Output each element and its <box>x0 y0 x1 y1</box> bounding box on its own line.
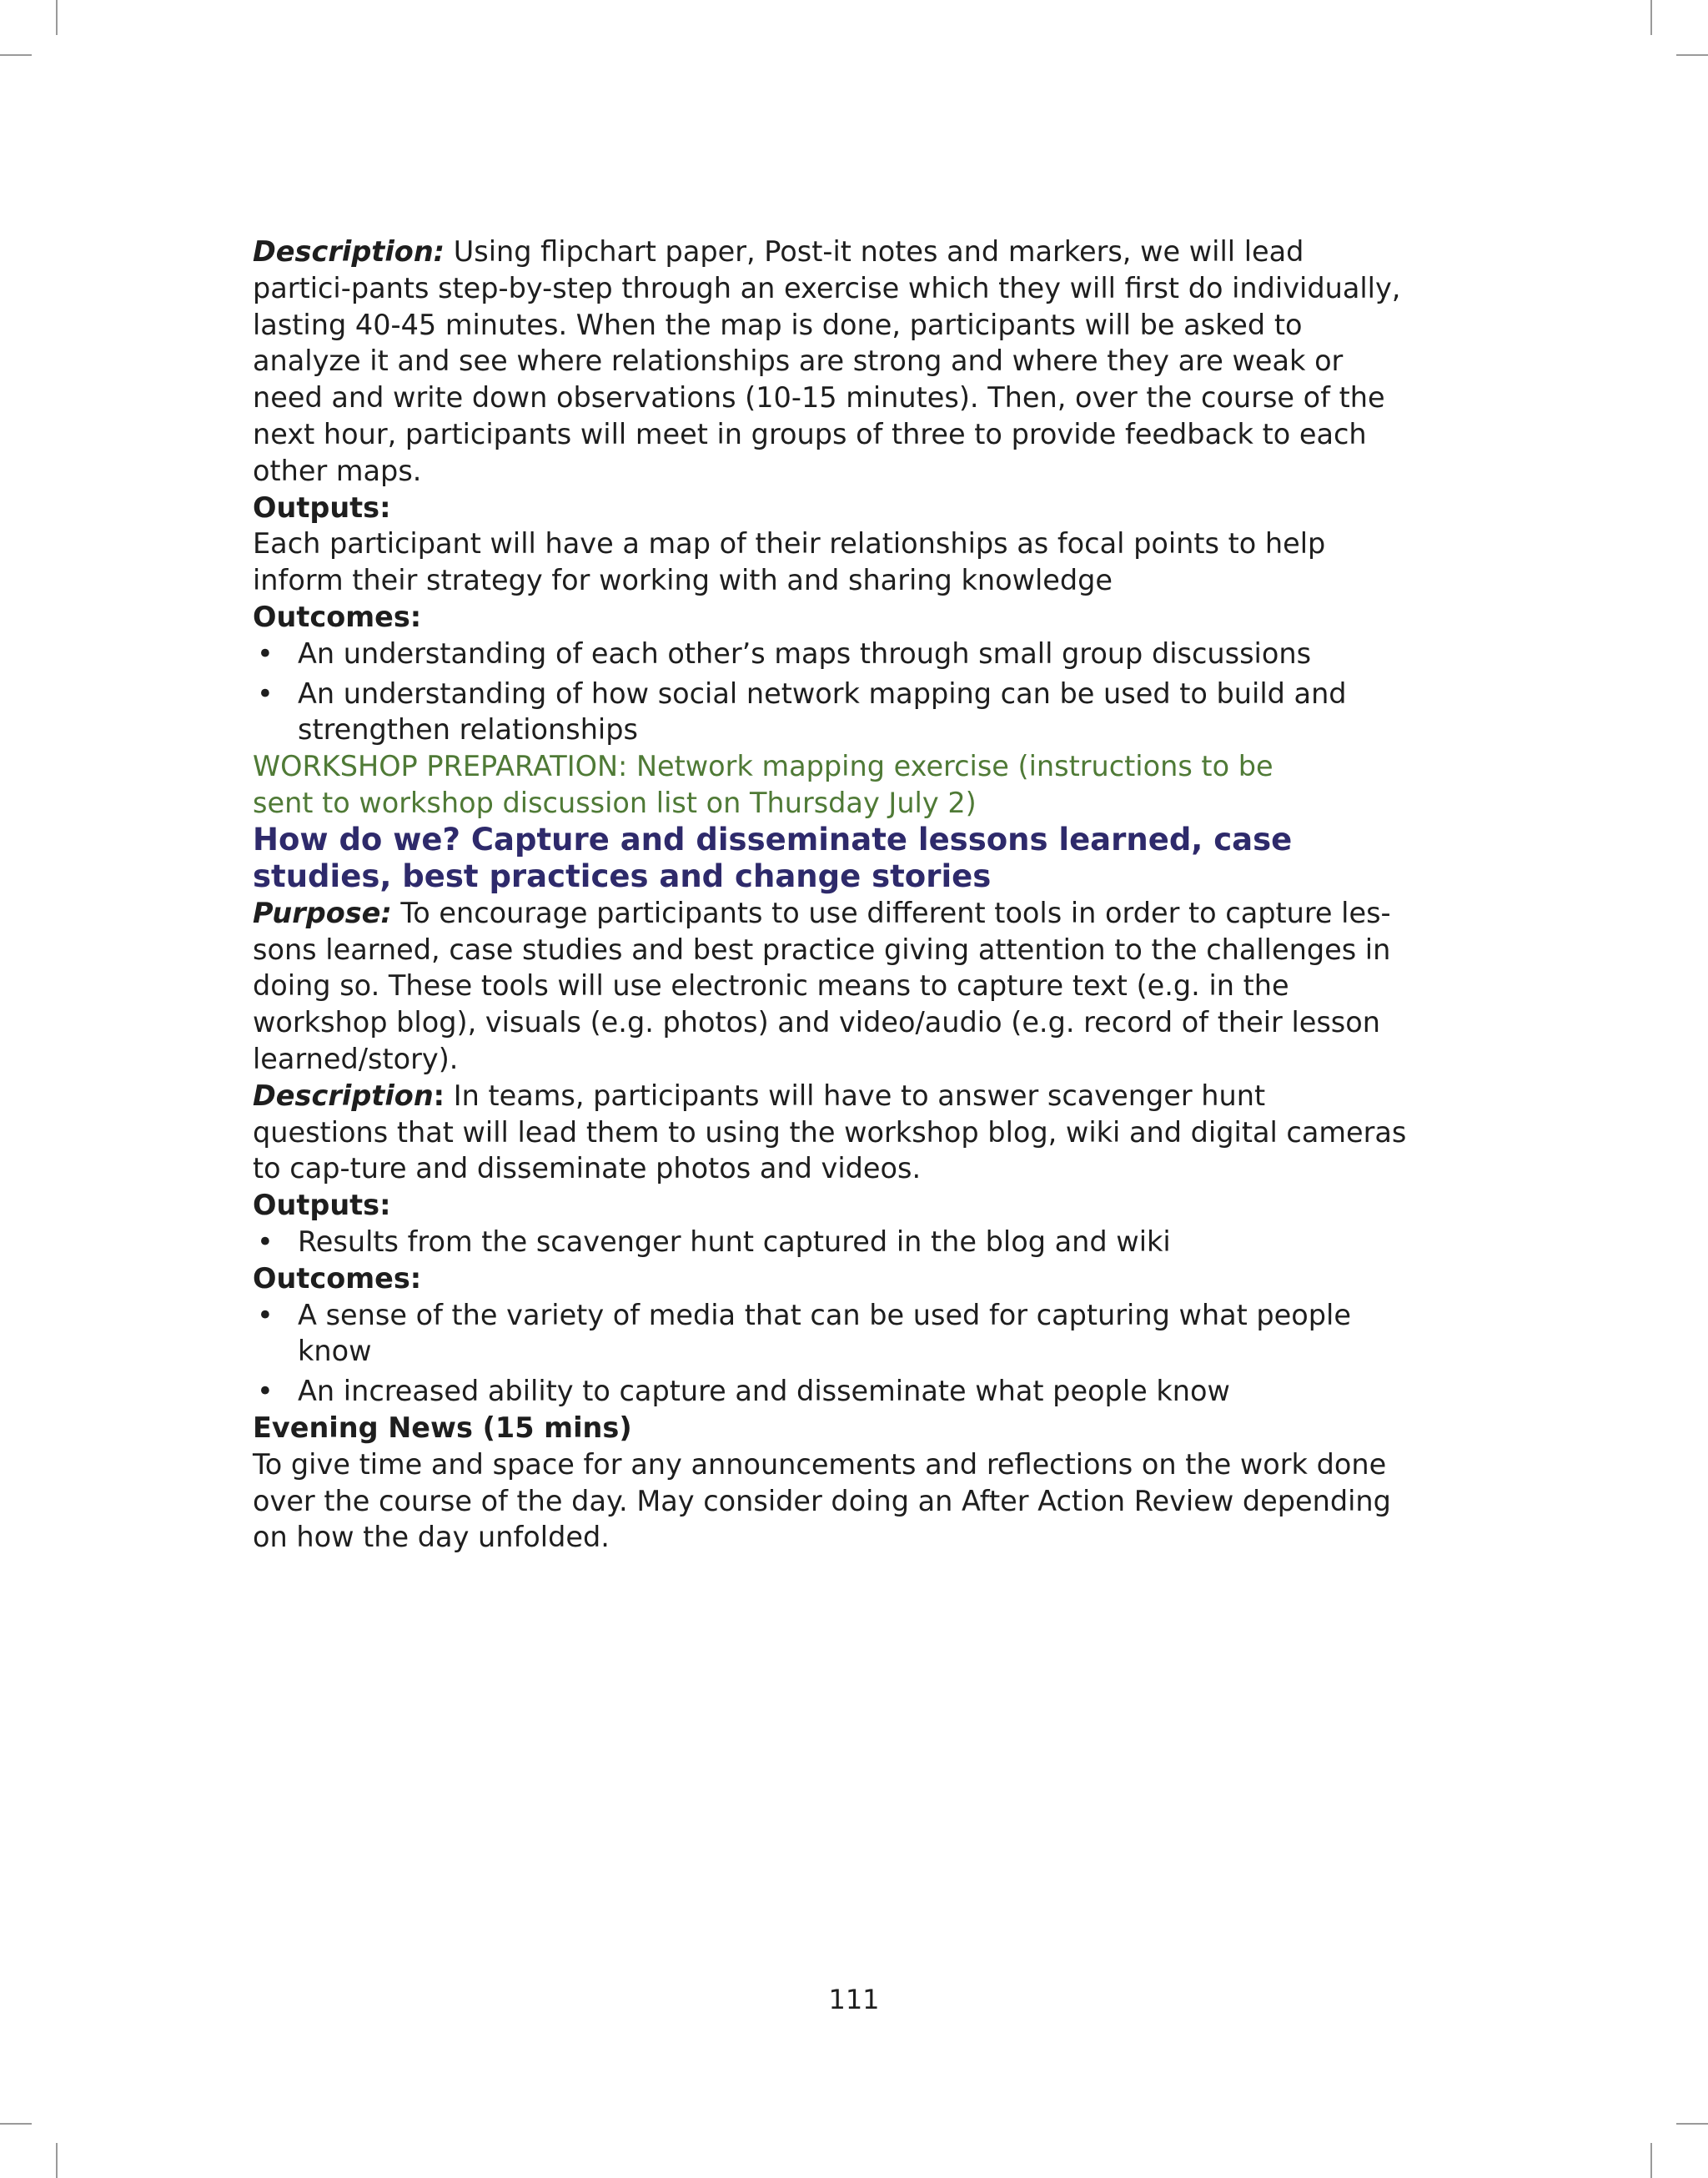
outputs-heading: Outputs: <box>253 490 391 524</box>
list-item-text: An increased ability to capture and disseminate what people know <box>298 1375 1230 1408</box>
list-item <box>253 1297 1408 1371</box>
outcomes-list <box>253 636 1408 748</box>
bullet-icon: • <box>257 677 274 710</box>
outcomes-list <box>253 1297 1408 1410</box>
bullet-icon: • <box>257 636 274 670</box>
crop-mark <box>1650 0 1652 35</box>
crop-mark <box>56 0 58 35</box>
description-label: Description: <box>253 235 445 268</box>
list-item-text: Results from the scavenger hunt captured in the blog and wiki <box>298 1225 1171 1258</box>
outputs-text: Each participant will have a map of their relationships as focal points to help inform their strategy for working with and sharing knowledge <box>253 527 1326 597</box>
description-paragraph <box>253 1078 1408 1187</box>
list-item-text: A sense of the variety of media that can be used for capturing what people know <box>298 1298 1351 1368</box>
bullet-icon: • <box>257 1225 274 1258</box>
outcomes-heading: Outcomes: <box>253 1261 422 1295</box>
list-item-text: An understanding of how social network mapping can be used to build and strengthen relationships <box>298 677 1347 747</box>
crop-mark <box>0 2123 32 2125</box>
evening-news-text: To give time and space for any announcements and reflections on the work done over the course of the day. May consider doing an After Action Review depending on how the day unfolded. <box>253 1447 1391 1554</box>
description-label: Description <box>253 1079 434 1112</box>
outcomes-heading: Outcomes: <box>253 600 422 633</box>
description-paragraph <box>253 234 1408 490</box>
list-item <box>253 1373 1408 1410</box>
outputs-heading: Outputs: <box>253 1189 391 1222</box>
page-number: 111 <box>828 1984 880 2015</box>
purpose-paragraph <box>253 895 1408 1078</box>
purpose-text: To encourage participants to use different tools in order to capture les-sons learned, case studies and best practice giving attention to the challenges in doing so. These tools will use electronic means to capture text (e.g. in the workshop blog), visuals (e.g. photos) and video/audio (e.g. record of their lesson learned/story). <box>253 896 1391 1075</box>
evening-news-heading: Evening News (15 mins) <box>253 1411 632 1444</box>
list-item-text: An understanding of each other’s maps through small group discussions <box>298 636 1312 670</box>
description-text: In teams, participants will have to answer scavenger hunt questions that will lead them to using the workshop blog, wiki and digital cameras to cap-ture and disseminate photos and videos. <box>253 1079 1407 1185</box>
crop-mark <box>1650 2143 1652 2178</box>
crop-mark <box>56 2143 58 2178</box>
section-heading: How do we? Capture and disseminate lessons learned, case studies, best practices and change stories <box>253 821 1293 894</box>
list-item <box>253 636 1408 672</box>
bullet-icon: • <box>257 1375 274 1408</box>
list-item <box>253 676 1408 749</box>
page-content <box>253 234 1408 1556</box>
purpose-label: Purpose: <box>253 896 392 929</box>
description-text: Using flipchart paper, Post-it notes and markers, we will lead partici-pants step-by-step through an exercise which they will first do individually, lasting 40-45 minutes. When the map is done, participants will be asked to analyze it and see where relationships are strong and where they are weak or need and write down observations (10-15 minutes). Then, over the course of the next hour, participants will meet in groups of three to provide feedback to each other maps. <box>253 235 1401 487</box>
description-label-colon: : <box>433 1079 445 1112</box>
crop-mark <box>0 54 32 56</box>
bullet-icon: • <box>257 1298 274 1331</box>
list-item <box>253 1224 1408 1260</box>
outputs-list <box>253 1224 1408 1260</box>
workshop-preparation-note: WORKSHOP PREPARATION: Network mapping exercise (instructions to be sent to workshop discussion list on Thursday July 2) <box>253 750 1273 819</box>
crop-mark <box>1676 54 1708 56</box>
crop-mark <box>1676 2123 1708 2125</box>
